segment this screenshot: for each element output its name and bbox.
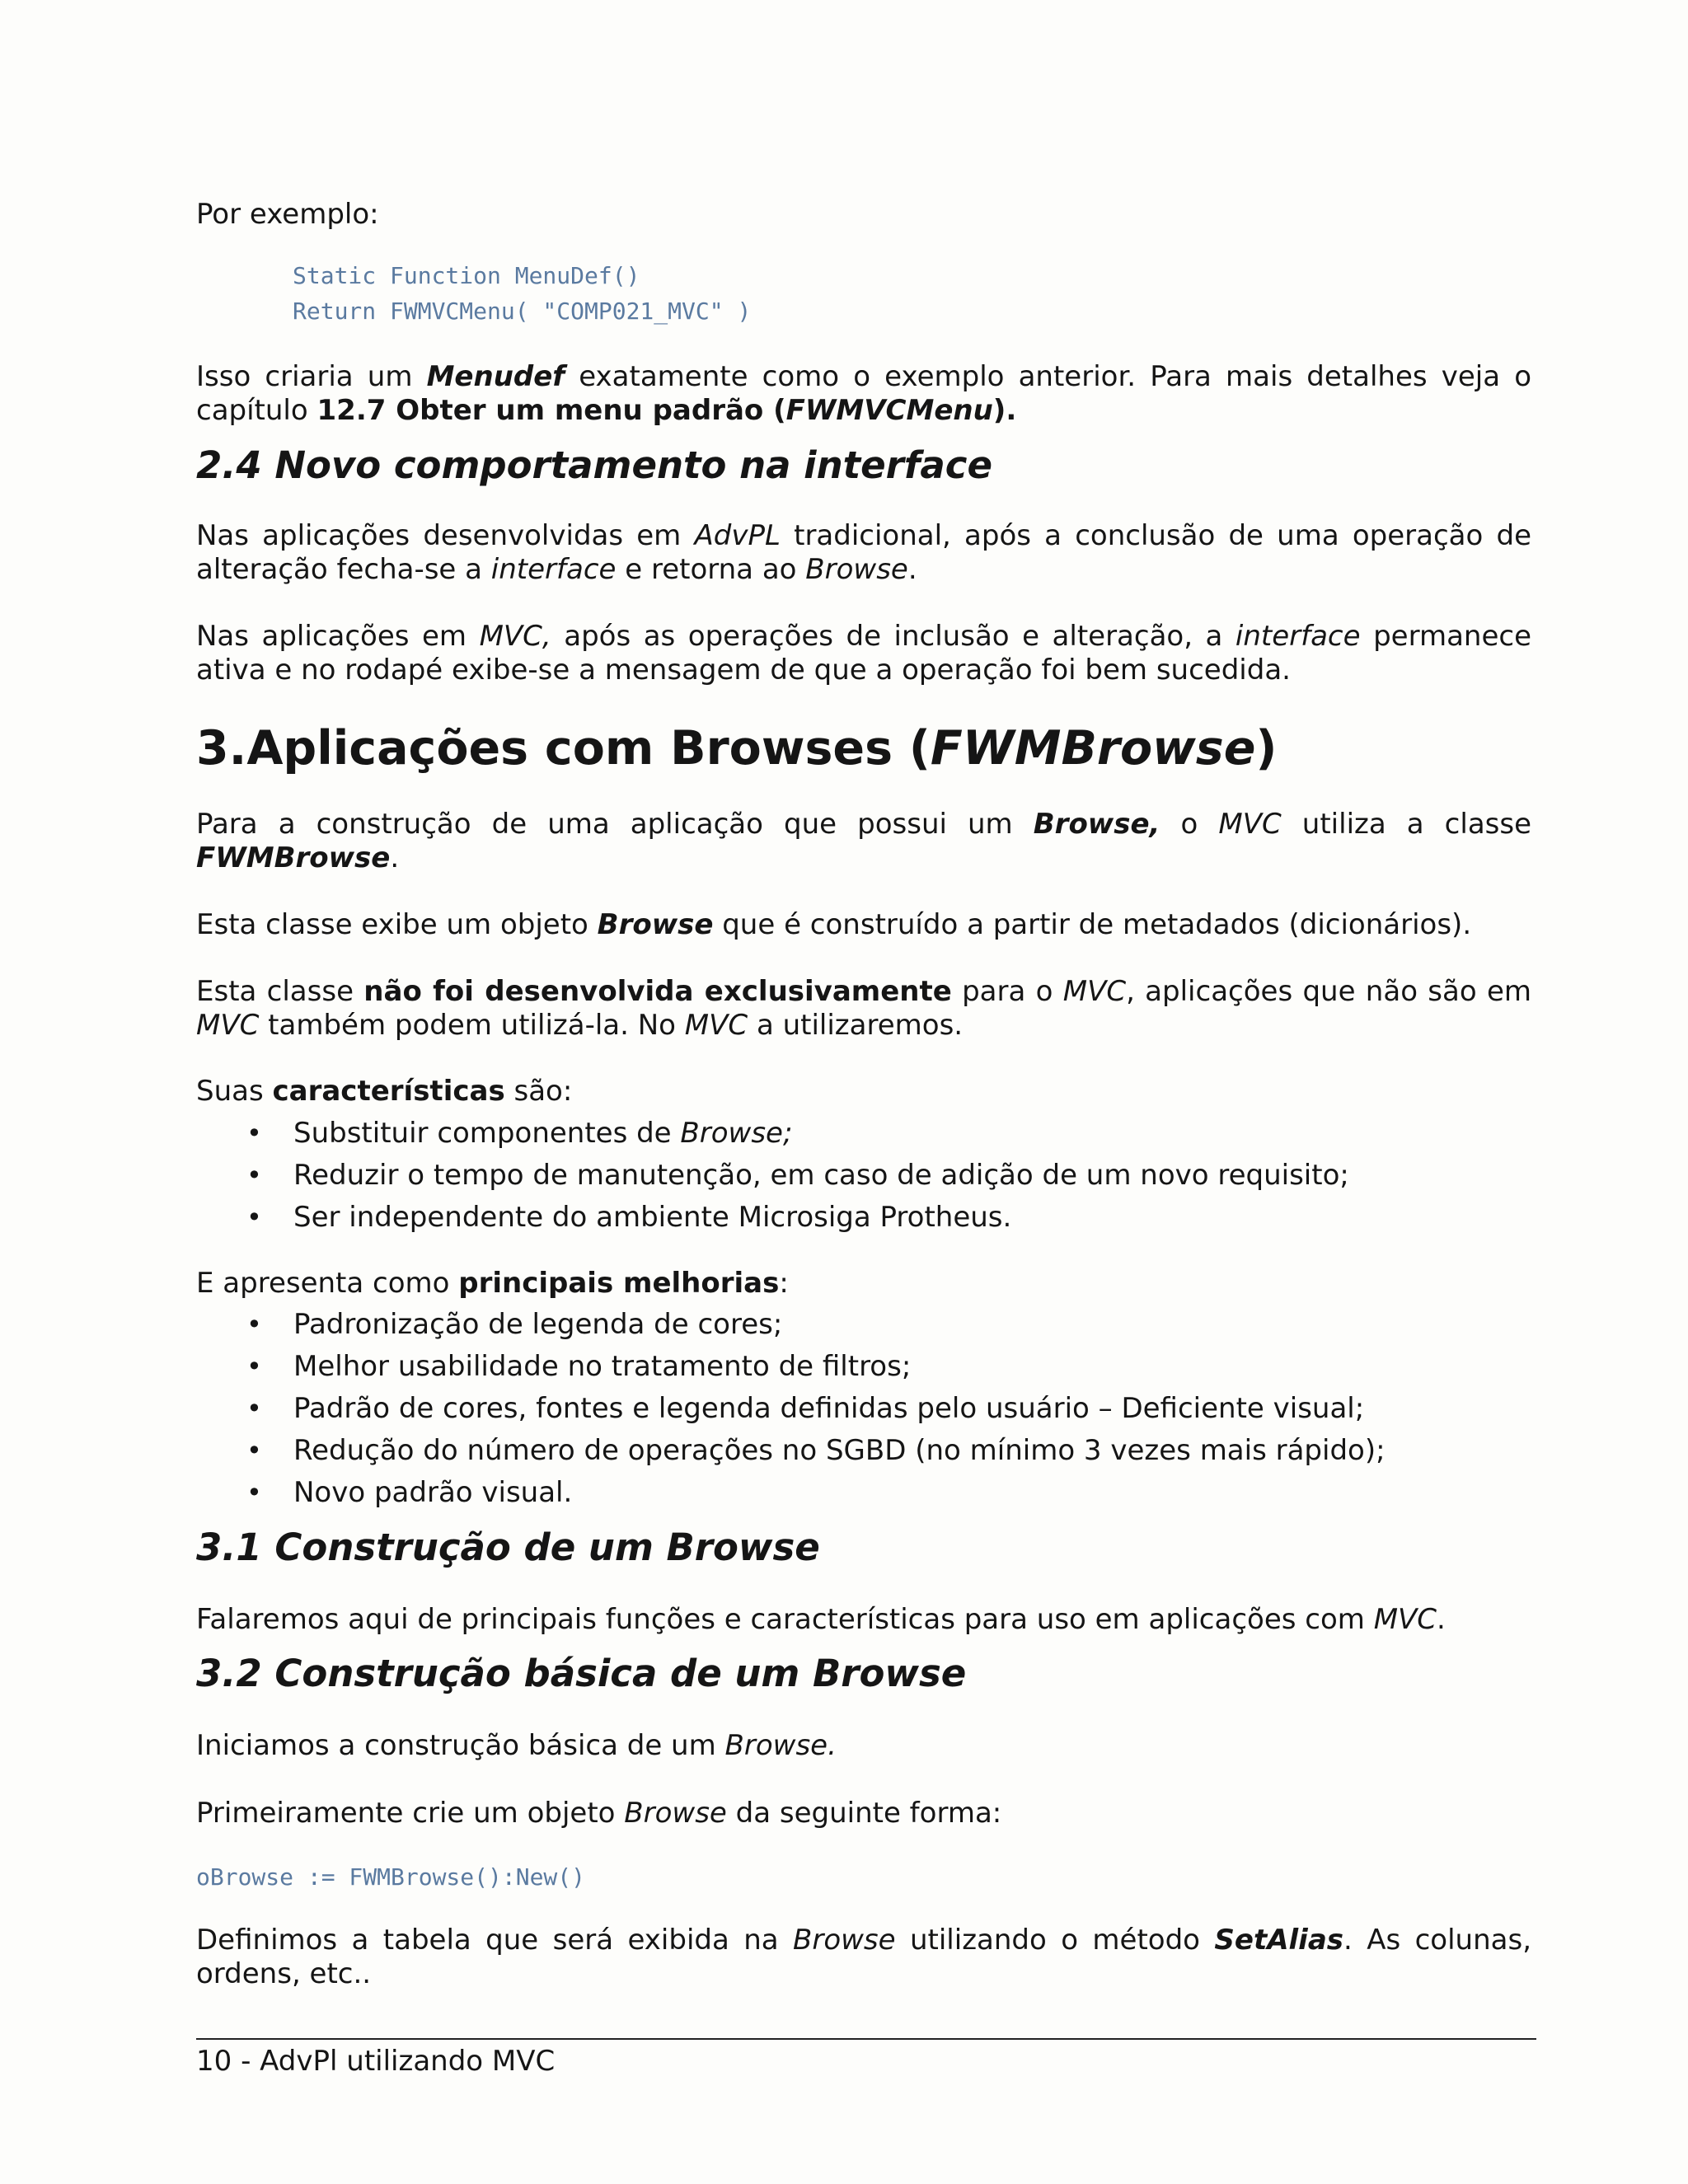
- section-heading-3-2: 3.2 Construção básica de um Browse: [196, 1652, 967, 1695]
- paragraph: Falaremos aqui de principais funções e características para uso em aplicações com MVC.: [196, 1603, 1446, 1636]
- paragraph: Isso criaria um Menudef exatamente como o exemplo anterior. Para mais detalhes veja o capítulo 12.7 Obter um menu padrão (FWMVCMenu).: [196, 360, 1532, 427]
- code-line: Static Function MenuDef(): [293, 262, 640, 289]
- paragraph: Definimos a tabela que será exibida na Browse utilizando o método SetAlias. As colunas, ordens, etc..: [196, 1924, 1532, 1990]
- paragraph: Suas características são:: [196, 1075, 573, 1108]
- list-item: • Substituir componentes de Browse;: [196, 1113, 1531, 1155]
- page-footer: 10 - AdvPl utilizando MVC: [196, 2045, 556, 2078]
- list-item: • Ser independente do ambiente Microsiga Protheus.: [196, 1197, 1531, 1239]
- footer-divider: [196, 2038, 1536, 2040]
- paragraph: E apresenta como principais melhorias:: [196, 1267, 789, 1300]
- list-item: • Melhor usabilidade no tratamento de filtros;: [196, 1346, 1531, 1388]
- code-line-browse: oBrowse := FWMBrowse():New(): [196, 1863, 586, 1891]
- chapter-heading-3: 3.Aplicações com Browses (FWMBrowse): [196, 721, 1278, 776]
- paragraph: Para a construção de uma aplicação que possui um Browse, o MVC utiliza a classe FWMBrowse.: [196, 808, 1532, 874]
- improvements-list: [196, 1304, 1531, 1514]
- list-item: • Padronização de legenda de cores;: [196, 1304, 1531, 1346]
- list-item: • Novo padrão visual.: [196, 1472, 1531, 1514]
- paragraph: Primeiramente crie um objeto Browse da seguinte forma:: [196, 1797, 1002, 1830]
- code-line: Return FWMVCMenu( "COMP021_MVC" ): [293, 298, 752, 325]
- paragraph: Esta classe não foi desenvolvida exclusivamente para o MVC, aplicações que não são em MVC também podem utilizá-la. No MVC a utilizaremos.: [196, 975, 1531, 1042]
- section-heading-2-4: 2.4 Novo comportamento na interface: [196, 443, 992, 487]
- list-item: • Padrão de cores, fontes e legenda definidas pelo usuário – Deficiente visual;: [196, 1388, 1531, 1430]
- intro-text: Por exemplo:: [196, 198, 379, 231]
- section-heading-3-1: 3.1 Construção de um Browse: [196, 1526, 820, 1569]
- code-block-menudef: [293, 258, 1447, 329]
- paragraph: Esta classe exibe um objeto Browse que é construído a partir de metadados (dicionários).: [196, 908, 1472, 941]
- paragraph: Nas aplicações em MVC, após as operações de inclusão e alteração, a interface permanece ativa e no rodapé exibe-se a mensagem de que a operação foi bem sucedida.: [196, 620, 1531, 687]
- paragraph: Iniciamos a construção básica de um Browse.: [196, 1729, 837, 1762]
- list-item: • Redução do número de operações no SGBD (no mínimo 3 vezes mais rápido);: [196, 1430, 1531, 1472]
- list-item: • Reduzir o tempo de manutenção, em caso de adição de um novo requisito;: [196, 1155, 1531, 1197]
- paragraph: Nas aplicações desenvolvidas em AdvPL tradicional, após a conclusão de uma operação de alteração fecha-se a interface e retorna ao Browse.: [196, 519, 1531, 586]
- features-list: [196, 1113, 1531, 1239]
